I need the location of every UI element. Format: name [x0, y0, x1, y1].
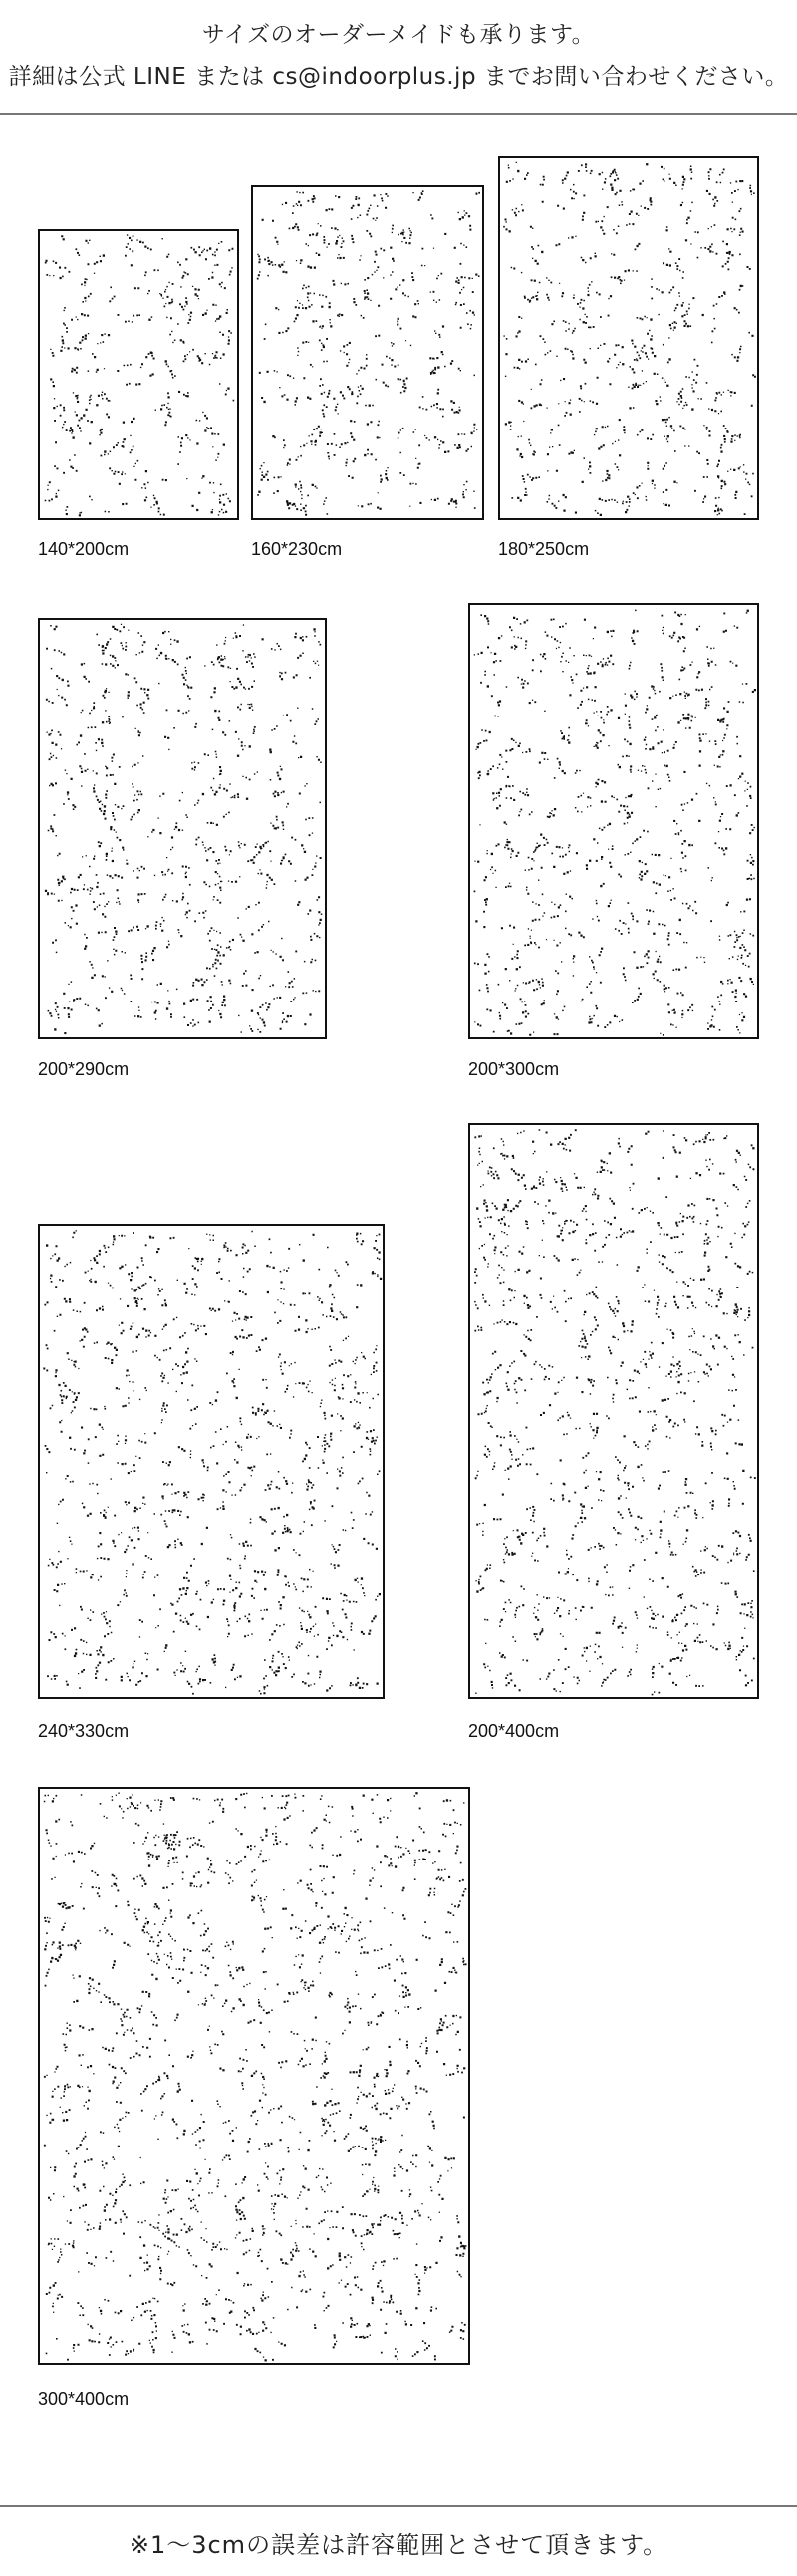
speckle-texture — [470, 1125, 757, 1697]
contact-notice: 詳細は公式 LINE または cs@indoorplus.jp までお問い合わせください。 — [8, 64, 789, 90]
rug-diagram — [38, 1224, 385, 1699]
rug-size-label: 200*400cm — [468, 1721, 560, 1741]
rug-size-label: 200*290cm — [38, 1059, 130, 1079]
rug-diagram — [468, 603, 759, 1039]
rug-size-label: 180*250cm — [498, 539, 590, 559]
speckle-dots — [44, 1792, 467, 2361]
rug-size-label: 160*230cm — [251, 539, 343, 559]
rug-size-label: 240*330cm — [38, 1721, 130, 1741]
speckle-texture — [470, 605, 757, 1037]
page-header — [0, 0, 797, 114]
speckle-texture — [40, 620, 325, 1037]
rug-size-label: 300*400cm — [38, 2389, 130, 2409]
rug-diagram — [38, 229, 239, 520]
header-divider — [0, 113, 797, 115]
speckle-dots — [474, 610, 756, 1036]
speckle-dots — [503, 162, 756, 516]
speckle-texture — [40, 231, 237, 518]
rug-diagram — [251, 185, 484, 520]
speckle-texture — [500, 158, 757, 518]
speckle-dots — [45, 234, 235, 516]
tolerance-note: ※1～3cmの誤差は許容範囲とさせて頂きます。 — [129, 2531, 668, 2559]
speckle-dots — [257, 190, 480, 515]
rug-diagram — [468, 1123, 759, 1699]
speckle-dots — [43, 1230, 382, 1694]
footer-divider — [0, 2505, 797, 2507]
rug-diagram — [38, 618, 327, 1039]
rug-size-label: 200*300cm — [468, 1059, 560, 1079]
rug-diagram — [38, 1787, 470, 2365]
speckle-texture — [40, 1789, 468, 2363]
rug-diagram — [498, 156, 759, 520]
speckle-dots — [474, 1129, 756, 1695]
rug-size-label: 140*200cm — [38, 539, 130, 559]
custom-order-notice: サイズのオーダーメイドも承ります。 — [201, 22, 596, 48]
speckle-dots — [45, 624, 322, 1034]
speckle-texture — [40, 1226, 383, 1697]
speckle-texture — [253, 187, 482, 518]
